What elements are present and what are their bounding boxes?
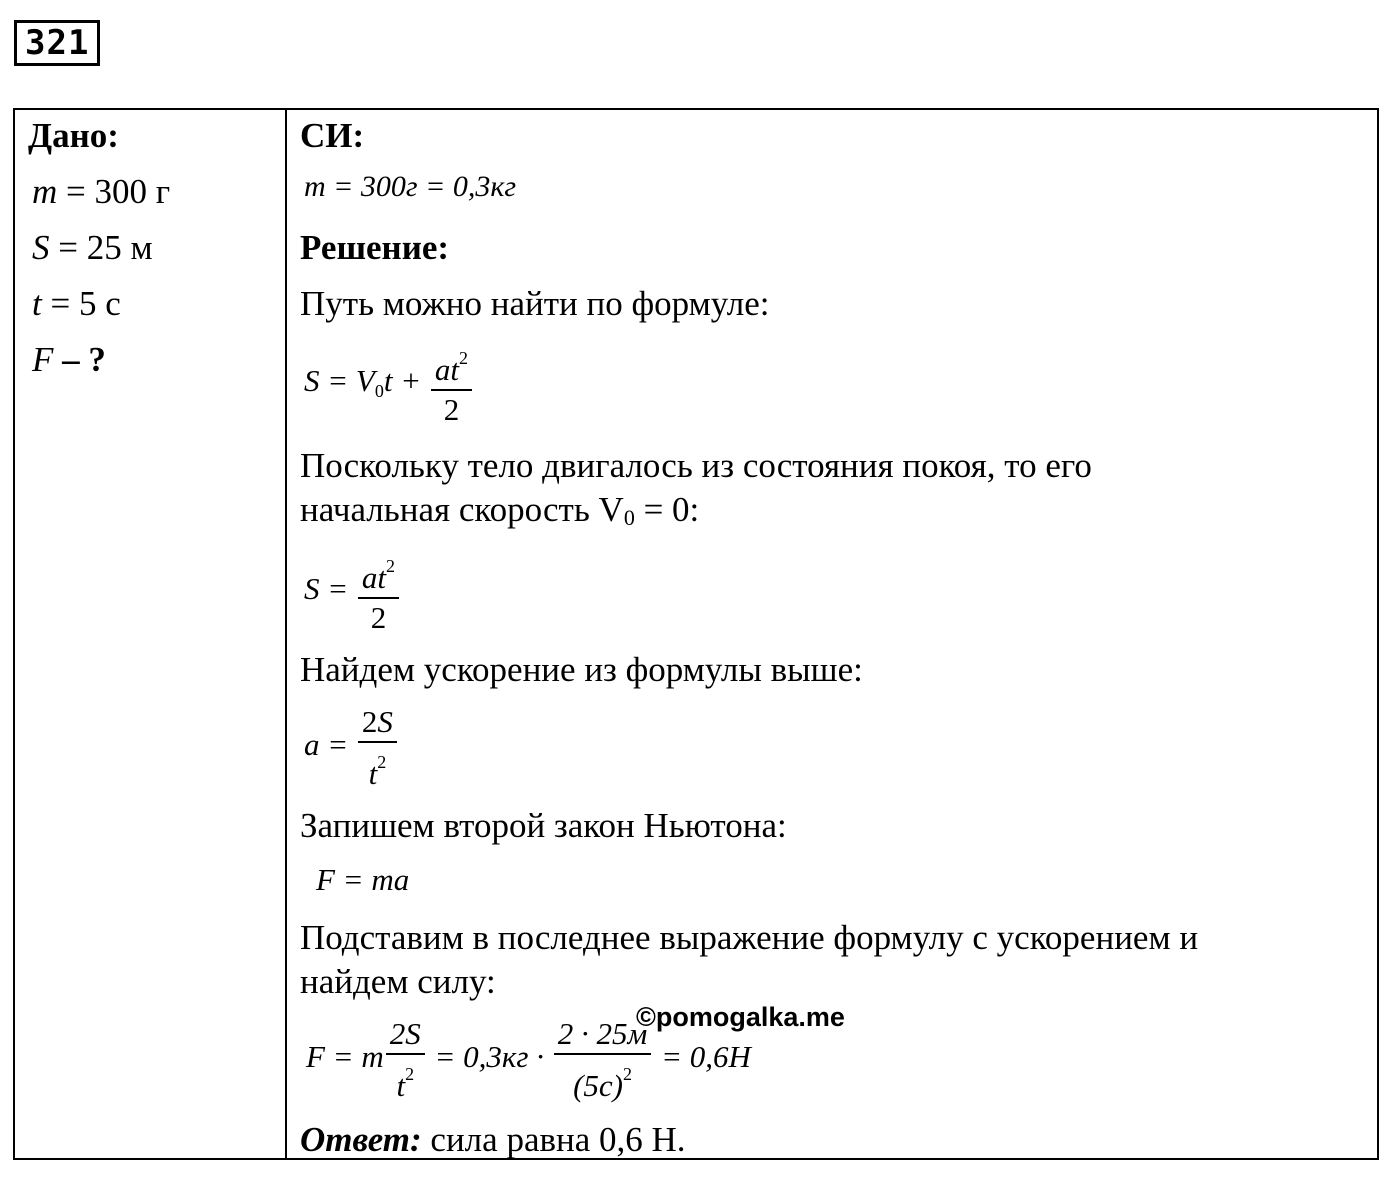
given-mass: m = 300 г	[32, 172, 171, 211]
solution-text-newton: Запишем второй закон Ньютона:	[300, 806, 787, 845]
solution-heading: Решение:	[300, 228, 450, 267]
solution-text-rest: Поскольку тело двигалось из состояния покоя, то его	[300, 446, 1092, 485]
si-conversion: m = 300г = 0,3кг	[304, 170, 517, 203]
formula-force-result: F = m $\frac{2S}{t^2}$ = 0,3кг · 2 · 25м $(5с)^2$ = 0,6Н	[306, 1016, 751, 1103]
column-divider	[285, 108, 287, 1160]
solution-text-path: Путь можно найти по формуле:	[300, 284, 770, 323]
si-heading: СИ:	[300, 116, 365, 155]
formula-path-from-rest: S = $\frac{at^2}{2}$	[304, 548, 401, 636]
answer-line: Ответ: сила равна 0,6 Н.	[300, 1120, 686, 1159]
given-time: t = 5 с	[32, 284, 121, 323]
solution-text-initial-speed: начальная скорость $V_0 = 0$:	[300, 490, 700, 530]
formula-path-full: $S = V_0t$ + $\frac{at^2}{2}$	[304, 340, 474, 428]
formula-newton: F = ma	[316, 862, 410, 897]
problem-number: 321	[14, 20, 100, 66]
given-heading: Дано:	[28, 116, 119, 155]
given-unknown: F – ?	[32, 340, 106, 379]
given-distance: S = 25 м	[32, 228, 153, 267]
formula-acceleration: a = $\frac{2S}{t^2}$	[304, 704, 399, 792]
solution-text-substitute: Подставим в последнее выражение формулу с ускорением и	[300, 918, 1199, 957]
solution-text-acceleration: Найдем ускорение из формулы выше:	[300, 650, 863, 689]
solution-text-find-force: найдем силу:	[300, 962, 496, 1001]
watermark: ©pomogalka.me	[636, 1002, 845, 1032]
